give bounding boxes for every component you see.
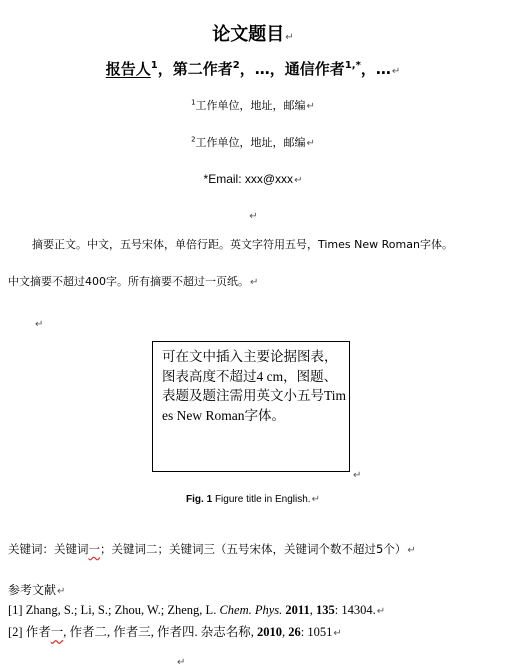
reference-volume: 135 [315, 603, 335, 617]
paragraph-mark: ↵ [333, 628, 342, 639]
affiliation-text: 工作单位，地址，邮编 [195, 99, 306, 112]
author-separator: ， [157, 60, 173, 78]
paragraph-mark: ↵ [57, 586, 66, 597]
figure-paragraph-mark [352, 463, 361, 482]
keywords-label: 关键词： [8, 542, 54, 556]
paper-title: 论文题目↵ [212, 24, 294, 45]
keyword-1: 关键词一 [54, 542, 100, 556]
corresponding-author-name: 通信作者 [284, 60, 345, 78]
reference-number: [2] [8, 625, 23, 639]
author-line [0, 58, 506, 79]
author-separator: ， [360, 60, 376, 78]
corresponding-email [0, 172, 506, 186]
second-author-name: 第二作者 [172, 60, 233, 78]
author-separator: ， [269, 60, 285, 78]
reference-number: [1] [8, 603, 23, 617]
empty-paragraph [34, 312, 43, 331]
author-ellipsis: … [254, 60, 270, 78]
author-ellipsis: … [375, 60, 391, 78]
paragraph-mark: ↵ [285, 32, 294, 43]
paragraph-mark: ↵ [250, 277, 259, 288]
paragraph-mark: ↵ [294, 175, 303, 186]
abstract-text: 中文摘要不超过400字。所有摘要不超过一页纸。 [8, 275, 249, 288]
figure-caption-label: Fig. 1 [186, 494, 213, 505]
reference-authors: 作者一, 作者二, 作者三, 作者四. 杂志名称, [22, 625, 257, 639]
reference-year: 2011 [282, 603, 310, 617]
second-author-affiliation-marker: 2 [232, 60, 240, 71]
reference-2 [8, 622, 342, 640]
paragraph-mark: ↵ [249, 211, 258, 222]
affiliation-number: 2 [191, 135, 196, 144]
paragraph-mark: ↵ [306, 138, 315, 149]
references-heading-text: 参考文献 [8, 583, 57, 597]
empty-paragraph [176, 650, 185, 669]
keywords-rest: ；关键词二；关键词三（五号宋体，关键词个数不超过5个） [100, 542, 407, 556]
paragraph-mark: ↵ [391, 66, 401, 77]
figure-caption-text: Figure title in English. [212, 494, 311, 505]
abstract-text: 摘要正文。中文，五号宋体，单倍行距。英文字符用五号，Times New Roman字体。 [32, 238, 453, 251]
paragraph-mark: ↵ [311, 494, 320, 505]
figure-placeholder-text: 可在文中插入主要论据图表，图表高度不超过4 cm，图题、表题及题注需用英文小五号Times New Roman字体。 [162, 349, 347, 423]
presenter-name: 报告人 [105, 60, 151, 78]
figure-caption [0, 494, 506, 505]
paragraph-mark: ↵ [376, 606, 386, 617]
reference-journal: Chem. Phys. [219, 603, 283, 617]
reference-pages: : 14304. [334, 603, 376, 617]
affiliation-number: 1 [191, 98, 196, 107]
author-separator: ， [239, 60, 255, 78]
reference-1 [8, 603, 385, 618]
affiliation-2 [0, 134, 506, 150]
affiliation-1 [0, 97, 506, 113]
paragraph-mark: ↵ [407, 545, 416, 556]
abstract-line-2 [8, 273, 258, 289]
keywords-line [8, 541, 416, 557]
affiliation-text: 工作单位，地址，邮编 [195, 136, 306, 149]
abstract-line-1 [32, 236, 453, 252]
reference-volume: 26 [288, 625, 301, 639]
paragraph-mark: ↵ [35, 319, 44, 330]
corresponding-author-marker: 1,* [344, 60, 361, 71]
reference-year: 2010 [257, 625, 282, 639]
reference-separator: , [282, 625, 289, 639]
presenter-affiliation-marker: 1 [150, 60, 158, 71]
reference-separator: , [309, 603, 316, 617]
empty-paragraph [0, 204, 506, 223]
paragraph-mark: ↵ [306, 101, 315, 112]
paragraph-mark: ↵ [353, 470, 362, 481]
reference-pages: : 1051 [300, 625, 333, 639]
paragraph-mark: ↵ [177, 657, 186, 668]
email-text: *Email: xxx@xxx [203, 172, 294, 186]
reference-authors: Zhang, S.; Li, S.; Zhou, W.; Zheng, L. [22, 603, 220, 617]
references-heading [8, 581, 65, 598]
